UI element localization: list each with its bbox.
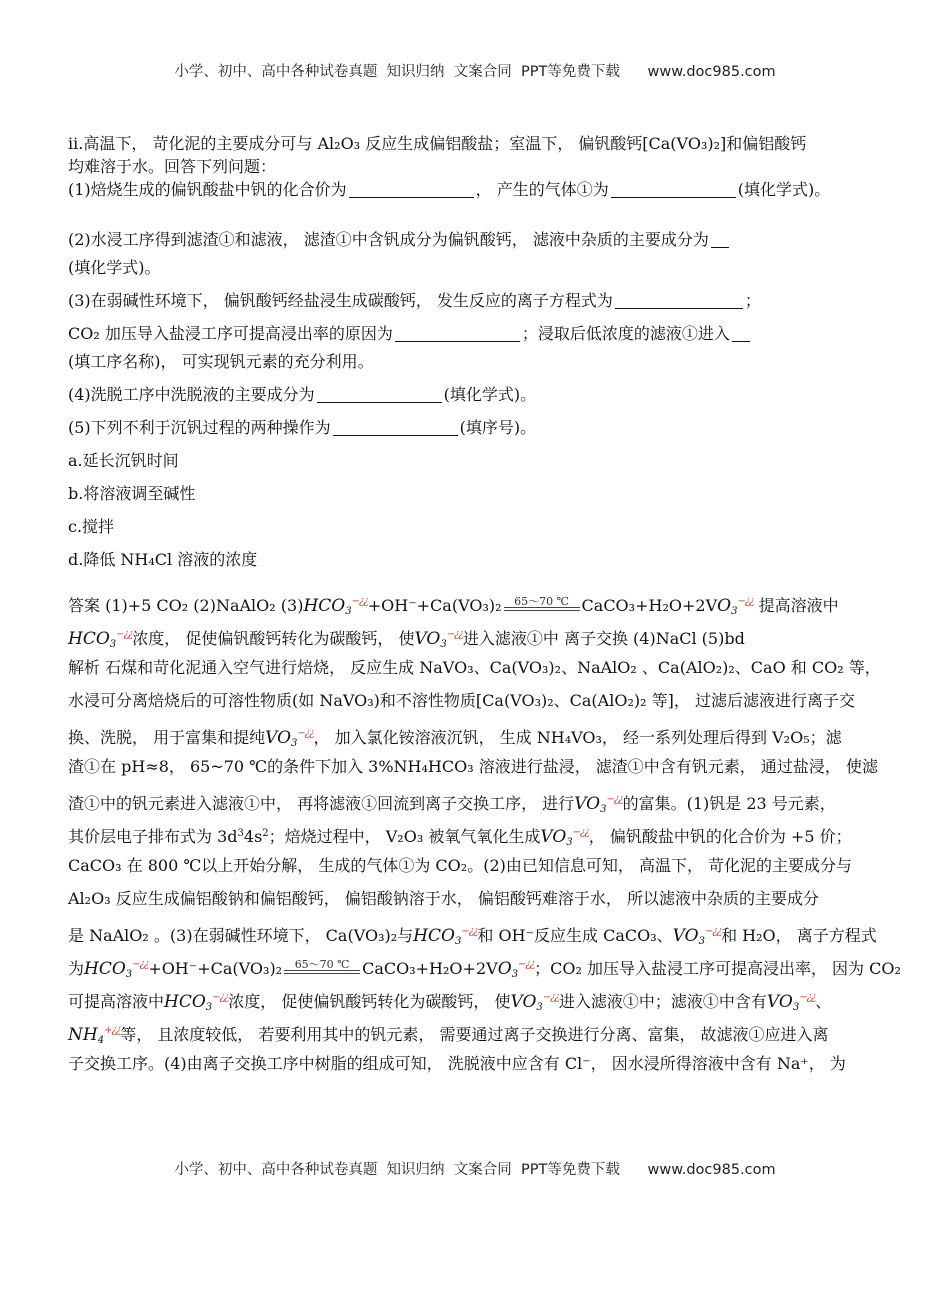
question-4: [68, 385, 888, 405]
text: 均难溶于水。回答下列问题：: [68, 157, 277, 176]
text: (1)焙烧生成的偏钒酸盐中钒的化合价为: [68, 180, 347, 199]
formula-nh4: $NH_4^{+¿¿}$: [68, 1025, 121, 1046]
analysis-line: [68, 823, 888, 848]
question-3-cont: [68, 352, 888, 372]
question-3-cont: [68, 324, 888, 344]
text: 子交换工序。(4)由离子交换工序中树脂的组成可知， 洗脱液中应含有 Cl⁻， 因水浸所得溶液中含有 Na⁺， 为: [68, 1054, 846, 1073]
text: (4)洗脱工序中洗脱液的主要成分为: [68, 385, 315, 404]
question-2-cont: [68, 258, 888, 278]
text: 是 NaAlO₂ 。(3)在弱碱性环境下， Ca(VO₃)₂与: [68, 926, 414, 945]
text: +OH⁻+Ca(VO₃)₂: [367, 596, 502, 615]
formula-hco3: $HCO_3^{-¿¿}$: [164, 992, 229, 1013]
text: CaCO₃+H₂O+2V: [581, 596, 718, 615]
analysis-line: [68, 691, 888, 711]
text: 换、洗脱， 用于富集和提纯: [68, 728, 266, 747]
text: b.将溶液调至碱性: [68, 484, 196, 503]
analysis-line: [68, 889, 888, 909]
text: (填化学式)。: [443, 385, 537, 404]
analysis-line: [68, 856, 888, 876]
text: 进入滤液①中；滤液①中含有: [558, 992, 767, 1011]
text: CO₂ 加压导入盐浸工序可提高浸出率的原因为: [68, 324, 393, 343]
option-b: [68, 484, 888, 504]
formula-hco3: $HCO_3^{-¿¿}$: [413, 926, 478, 947]
text: ；焙烧过程中， V₂O₃ 被氧气氧化生成: [268, 827, 541, 846]
text: ， 产生的气体①为: [475, 180, 609, 199]
formula-o3: $O_3^{-¿¿}$: [717, 596, 754, 617]
text: ；: [744, 291, 761, 310]
formula-o3: $O_3^{-¿¿}$: [497, 959, 535, 980]
analysis-line: [68, 955, 901, 980]
formula-vo3: $VO_3^{-¿¿}$: [766, 992, 816, 1013]
text: 2: [262, 828, 269, 839]
text: 其价层电子排布式为 3d: [68, 827, 238, 846]
formula-vo3: $VO_3^{-¿¿}$: [574, 794, 623, 815]
answer-blank[interactable]: [611, 181, 736, 198]
text: 4s: [243, 827, 263, 846]
page-footer: 小学、初中、高中各种试卷真题 知识归纳 文案合同 PPT等免费下载 www.doc985.com: [174, 1162, 776, 1178]
text: 、: [815, 992, 832, 1011]
text: 3: [237, 828, 244, 839]
analysis-line: [68, 922, 888, 947]
text: (填化学式)。: [68, 258, 161, 277]
answer-blank[interactable]: [317, 386, 442, 403]
text: ；CO₂ 加压导入盐浸工序可提高浸出率， 因为 CO₂: [534, 959, 901, 978]
page-header: 小学、初中、高中各种试卷真题 知识归纳 文案合同 PPT等免费下载 www.doc985.com: [174, 64, 776, 80]
text: CaCO₃ 在 800 ℃以上开始分解， 生成的气体①为 CO₂。(2)由已知信息可知， 高温下， 苛化泥的主要成分与: [68, 856, 853, 875]
document-body: [68, 134, 901, 1074]
text: ， 加入氯化铵溶液沉钒， 生成 NH₄VO₃， 经一系列处理后得到 V₂O₅；滤: [313, 728, 842, 747]
answer-line: [68, 625, 888, 650]
answer-blank[interactable]: [732, 325, 750, 342]
answer-blank[interactable]: [349, 181, 474, 198]
text: (3)在弱碱性环境下， 偏钒酸钙经盐浸生成碳酸钙， 发生反应的离子方程式为: [68, 291, 613, 310]
text: 等， 且浓度较低， 若要利用其中的钒元素， 需要通过离子交换进行分离、富集， 故滤液①应进入离: [120, 1025, 829, 1044]
answer-blank[interactable]: [333, 419, 458, 436]
text: Al₂O₃ 反应生成偏铝酸钠和偏铝酸钙， 偏铝酸钠溶于水， 偏铝酸钙难溶于水， 所以滤液中杂质的主要成分: [68, 889, 819, 908]
formula-vo3: $VO_3^{-¿¿}$: [414, 629, 463, 650]
question-5: [68, 418, 888, 438]
text: 渣①中的钒元素进入滤液①中， 再将滤液①回流到离子交换工序， 进行: [68, 794, 575, 813]
text: 渣①在 pH≈8， 65~70 ℃的条件下加入 3%NH₄HCO₃ 溶液进行盐浸， 滤渣①中含有钒元素， 通过盐浸， 使滤: [68, 757, 878, 776]
analysis-line: [68, 757, 888, 777]
text: 水浸可分离焙烧后的可溶性物质(如 NaVO₃)和不溶性物质[Ca(VO₃)₂、Ca(AlO₂)₂ 等]， 过滤后滤液进行离子交: [68, 691, 855, 710]
text: 可提高溶液中: [68, 992, 165, 1011]
text: 答案 (1)+5 CO₂ (2)NaAlO₂ (3): [68, 596, 304, 615]
option-d: [68, 550, 888, 570]
text: (2)水浸工序得到滤渣①和滤液， 滤渣①中含钒成分为偏钒酸钙， 滤液中杂质的主要成分为: [68, 230, 709, 249]
reaction-condition: 65～70 ℃: [504, 605, 580, 611]
text: 和 OH⁻反应生成 CaCO₃、: [477, 926, 673, 945]
option-a: [68, 451, 888, 471]
text: 和 H₂O， 离子方程式: [721, 926, 877, 945]
analysis-line: [68, 658, 888, 678]
answer-blank[interactable]: [395, 325, 520, 342]
text: 提高溶液中: [753, 596, 839, 615]
analysis-line: [68, 724, 888, 749]
formula-hco3: $HCO_3^{-¿¿}$: [68, 629, 133, 650]
analysis-line: [68, 1054, 888, 1074]
analysis-line: [68, 1021, 888, 1046]
formula-hco3: $HCO_3^{-¿¿}$: [84, 959, 149, 980]
text: (填序号)。: [459, 418, 537, 437]
question-2: [68, 230, 888, 250]
text: 解析 石煤和苛化泥通入空气进行焙烧， 反应生成 NaVO₃、Ca(VO₃)₂、NaAlO₂ 、Ca(AlO₂)₂、CaO 和 CO₂ 等，: [68, 658, 881, 677]
formula-vo3: $VO_3^{-¿¿}$: [510, 992, 559, 1013]
option-c: [68, 517, 888, 537]
reaction-condition: 65～70 ℃: [284, 968, 360, 974]
text: d.降低 NH₄Cl 溶液的浓度: [68, 550, 258, 569]
info-line: [68, 134, 888, 154]
text: (填工序名称)， 可实现钒元素的充分利用。: [68, 352, 374, 371]
answer-blank[interactable]: [711, 231, 729, 248]
text: 浓度， 促使偏钒酸钙转化为碳酸钙， 使: [228, 992, 511, 1011]
text: ；浸取后低浓度的滤液①进入: [521, 324, 730, 343]
text: 为: [68, 959, 85, 978]
text: a.延长沉钒时间: [68, 451, 179, 470]
question-3: [68, 291, 888, 311]
text: ， 偏钒酸盐中钒的化合价为 +5 价；: [588, 827, 852, 846]
text: ii.高温下， 苛化泥的主要成分可与 Al₂O₃ 反应生成偏铝酸盐；室温下， 偏钒酸钙[Ca(VO₃)₂]和偏铝酸钙: [68, 134, 807, 153]
text: c.搅拌: [68, 517, 115, 536]
answer-line: [68, 592, 888, 617]
analysis-line: [68, 790, 888, 815]
text: CaCO₃+H₂O+2V: [362, 959, 498, 978]
text: 的富集。(1)钒是 23 号元素，: [622, 794, 836, 813]
answer-blank[interactable]: [615, 292, 743, 309]
info-line: [68, 157, 888, 177]
formula-vo3: $VO_3^{-¿¿}$: [672, 926, 722, 947]
formula-vo3: $VO_3^{-¿¿}$: [540, 827, 589, 848]
text: (填化学式)。: [737, 180, 831, 199]
text: (5)下列不利于沉钒过程的两种操作为: [68, 418, 331, 437]
text: +OH⁻+Ca(VO₃)₂: [148, 959, 283, 978]
text: 浓度， 促使偏钒酸钙转化为碳酸钙， 使: [132, 629, 415, 648]
question-1: [68, 180, 888, 200]
text: 进入滤液①中 离子交换 (4)NaCl (5)bd: [462, 629, 745, 648]
formula-vo3: $VO_3^{-¿¿}$: [265, 728, 314, 749]
formula-hco3: $HCO_3^{-¿¿}$: [303, 596, 368, 617]
analysis-line: [68, 988, 888, 1013]
